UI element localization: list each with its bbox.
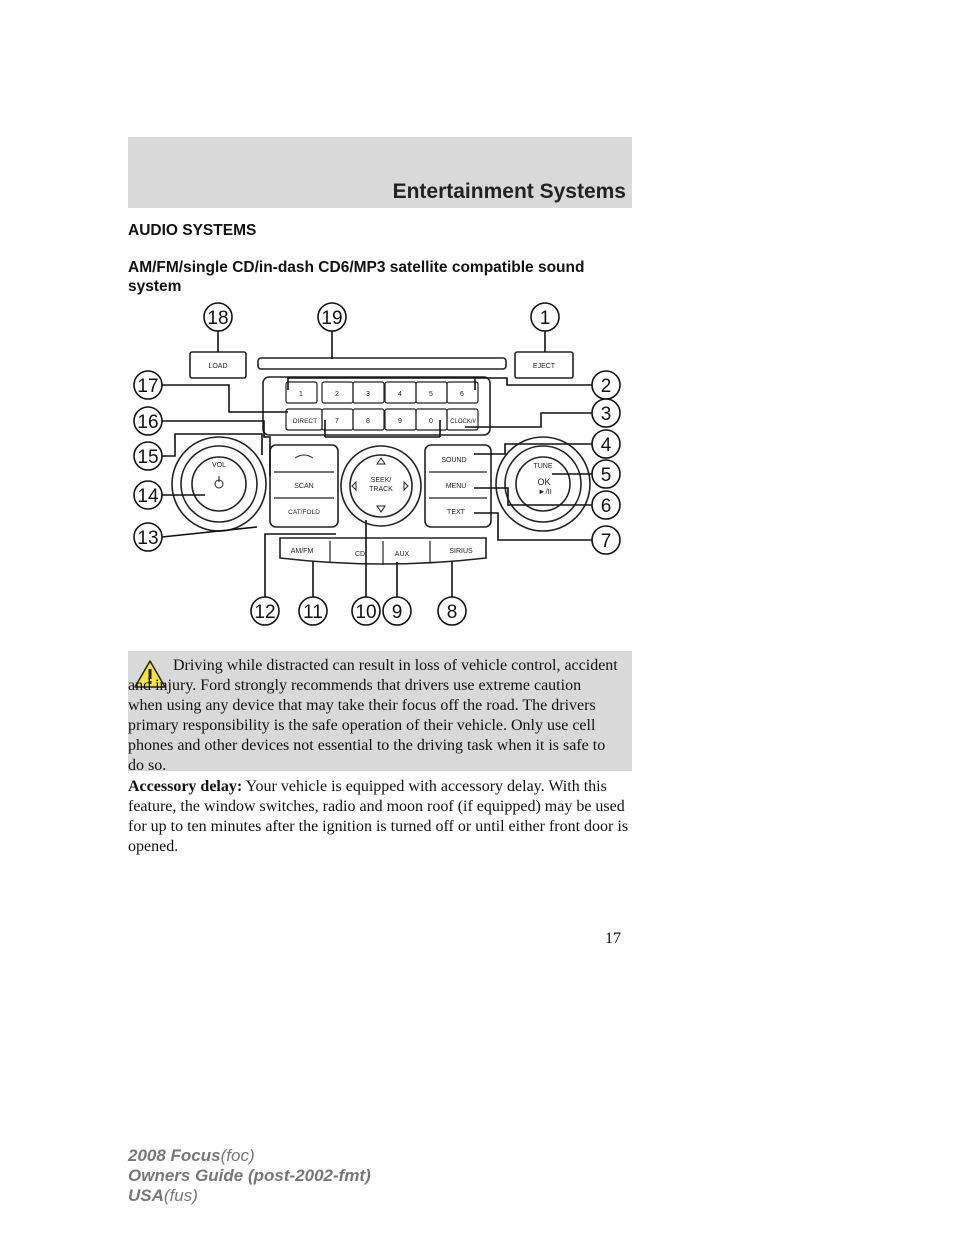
- accessory-paragraph: [128, 777, 640, 857]
- play-pause-label: ►/II: [538, 487, 552, 496]
- sirius-label: SIRIUS: [449, 548, 473, 555]
- footer-guide: Owners Guide (post-2002-fmt): [128, 1166, 371, 1185]
- preset-7: 7: [335, 418, 339, 425]
- warning-body: Driving while distracted can result in loss of vehicle control, accident and injury. Ford strongly recommends that drivers use extreme caution when using any device that may take their focus off the road. The drivers primary responsibility is the safe operation of their vehicle. Only use cell phones and other devices not essential to the driving task when it is safe to do so.: [128, 657, 618, 774]
- callout-13: 13: [137, 528, 159, 549]
- menu-label: MENU: [445, 483, 467, 490]
- seek-up-icon: [377, 458, 385, 464]
- preset-2: 2: [335, 391, 339, 398]
- ok-label: OK: [537, 477, 551, 487]
- callout-1: 1: [539, 308, 551, 329]
- preset-1: 1: [299, 391, 303, 398]
- aux-label: AUX: [394, 551, 410, 558]
- preset-6: 6: [460, 391, 464, 398]
- callout-15: 15: [137, 447, 159, 468]
- cd-label: CD: [354, 551, 366, 558]
- callout-2: 2: [600, 376, 612, 397]
- preset-5: 5: [429, 391, 433, 398]
- callout-18: 18: [207, 308, 229, 329]
- seek-next-icon: [404, 482, 408, 490]
- header-band: [128, 137, 632, 208]
- phone-icon: [295, 455, 313, 458]
- clock-label: CLOCK/#: [450, 419, 476, 425]
- callout-11: 11: [303, 602, 323, 623]
- radio-diagram: [120, 298, 640, 638]
- callout-4: 4: [600, 435, 612, 456]
- accessory-text: Your vehicle is equipped with accessory delay. With this feature, the window switches, radio and moon roof (if equipped) may be used for up to ten minutes after the ignition is turned off or until either front door is opened.: [128, 778, 629, 855]
- footer-model: 2008 Focus: [128, 1146, 221, 1165]
- callout-12: 12: [254, 602, 276, 623]
- text-label: TEXT: [447, 509, 465, 516]
- warning-text: [128, 656, 618, 776]
- preset-3: 3: [366, 391, 370, 398]
- seek-down-icon: [377, 506, 385, 512]
- seek-prev-icon: [352, 482, 356, 490]
- vol-label: VOL: [211, 462, 227, 469]
- scan-label: SCAN: [294, 483, 314, 490]
- tune-label: TUNE: [533, 463, 553, 470]
- callout-14: 14: [137, 486, 159, 507]
- preset-4: 4: [398, 391, 402, 398]
- callout-9: 9: [391, 602, 403, 623]
- callout-17: 17: [137, 376, 159, 397]
- callout-6: 6: [600, 496, 612, 517]
- preset-8: 8: [366, 418, 370, 425]
- seek-label-1: SEEK/: [370, 477, 392, 484]
- header-title: Entertainment Systems: [392, 180, 626, 203]
- callout-8: 8: [446, 602, 458, 623]
- footer: [128, 1146, 371, 1206]
- eject-label: EJECT: [532, 363, 556, 370]
- callout-7: 7: [600, 531, 612, 552]
- page-number: 17: [605, 930, 621, 947]
- section-title: AUDIO SYSTEMS: [128, 222, 257, 239]
- sound-label: SOUND: [441, 457, 467, 464]
- preset-0: 0: [429, 418, 433, 425]
- callout-16: 16: [137, 412, 159, 433]
- footer-market-code: (fus): [163, 1186, 198, 1205]
- callout-3: 3: [600, 404, 612, 425]
- callout-10: 10: [355, 602, 377, 623]
- am-fm-label: AM/FM: [290, 548, 314, 555]
- warning-box: [128, 651, 632, 774]
- callout-19: 19: [321, 308, 343, 329]
- cat-fold-label: CAT/FOLD: [288, 509, 320, 516]
- load-label: LOAD: [208, 363, 228, 370]
- seek-label-2: TRACK: [369, 486, 393, 493]
- callout-5: 5: [600, 465, 612, 486]
- footer-market: USA: [128, 1186, 164, 1205]
- accessory-label: Accessory delay:: [128, 778, 243, 795]
- preset-9: 9: [398, 418, 402, 425]
- sub-title: AM/FM/single CD/in-dash CD6/MP3 satellite compatible sound system: [128, 259, 585, 295]
- direct-label: DIRECT: [292, 418, 318, 425]
- footer-model-code: (foc): [220, 1146, 255, 1165]
